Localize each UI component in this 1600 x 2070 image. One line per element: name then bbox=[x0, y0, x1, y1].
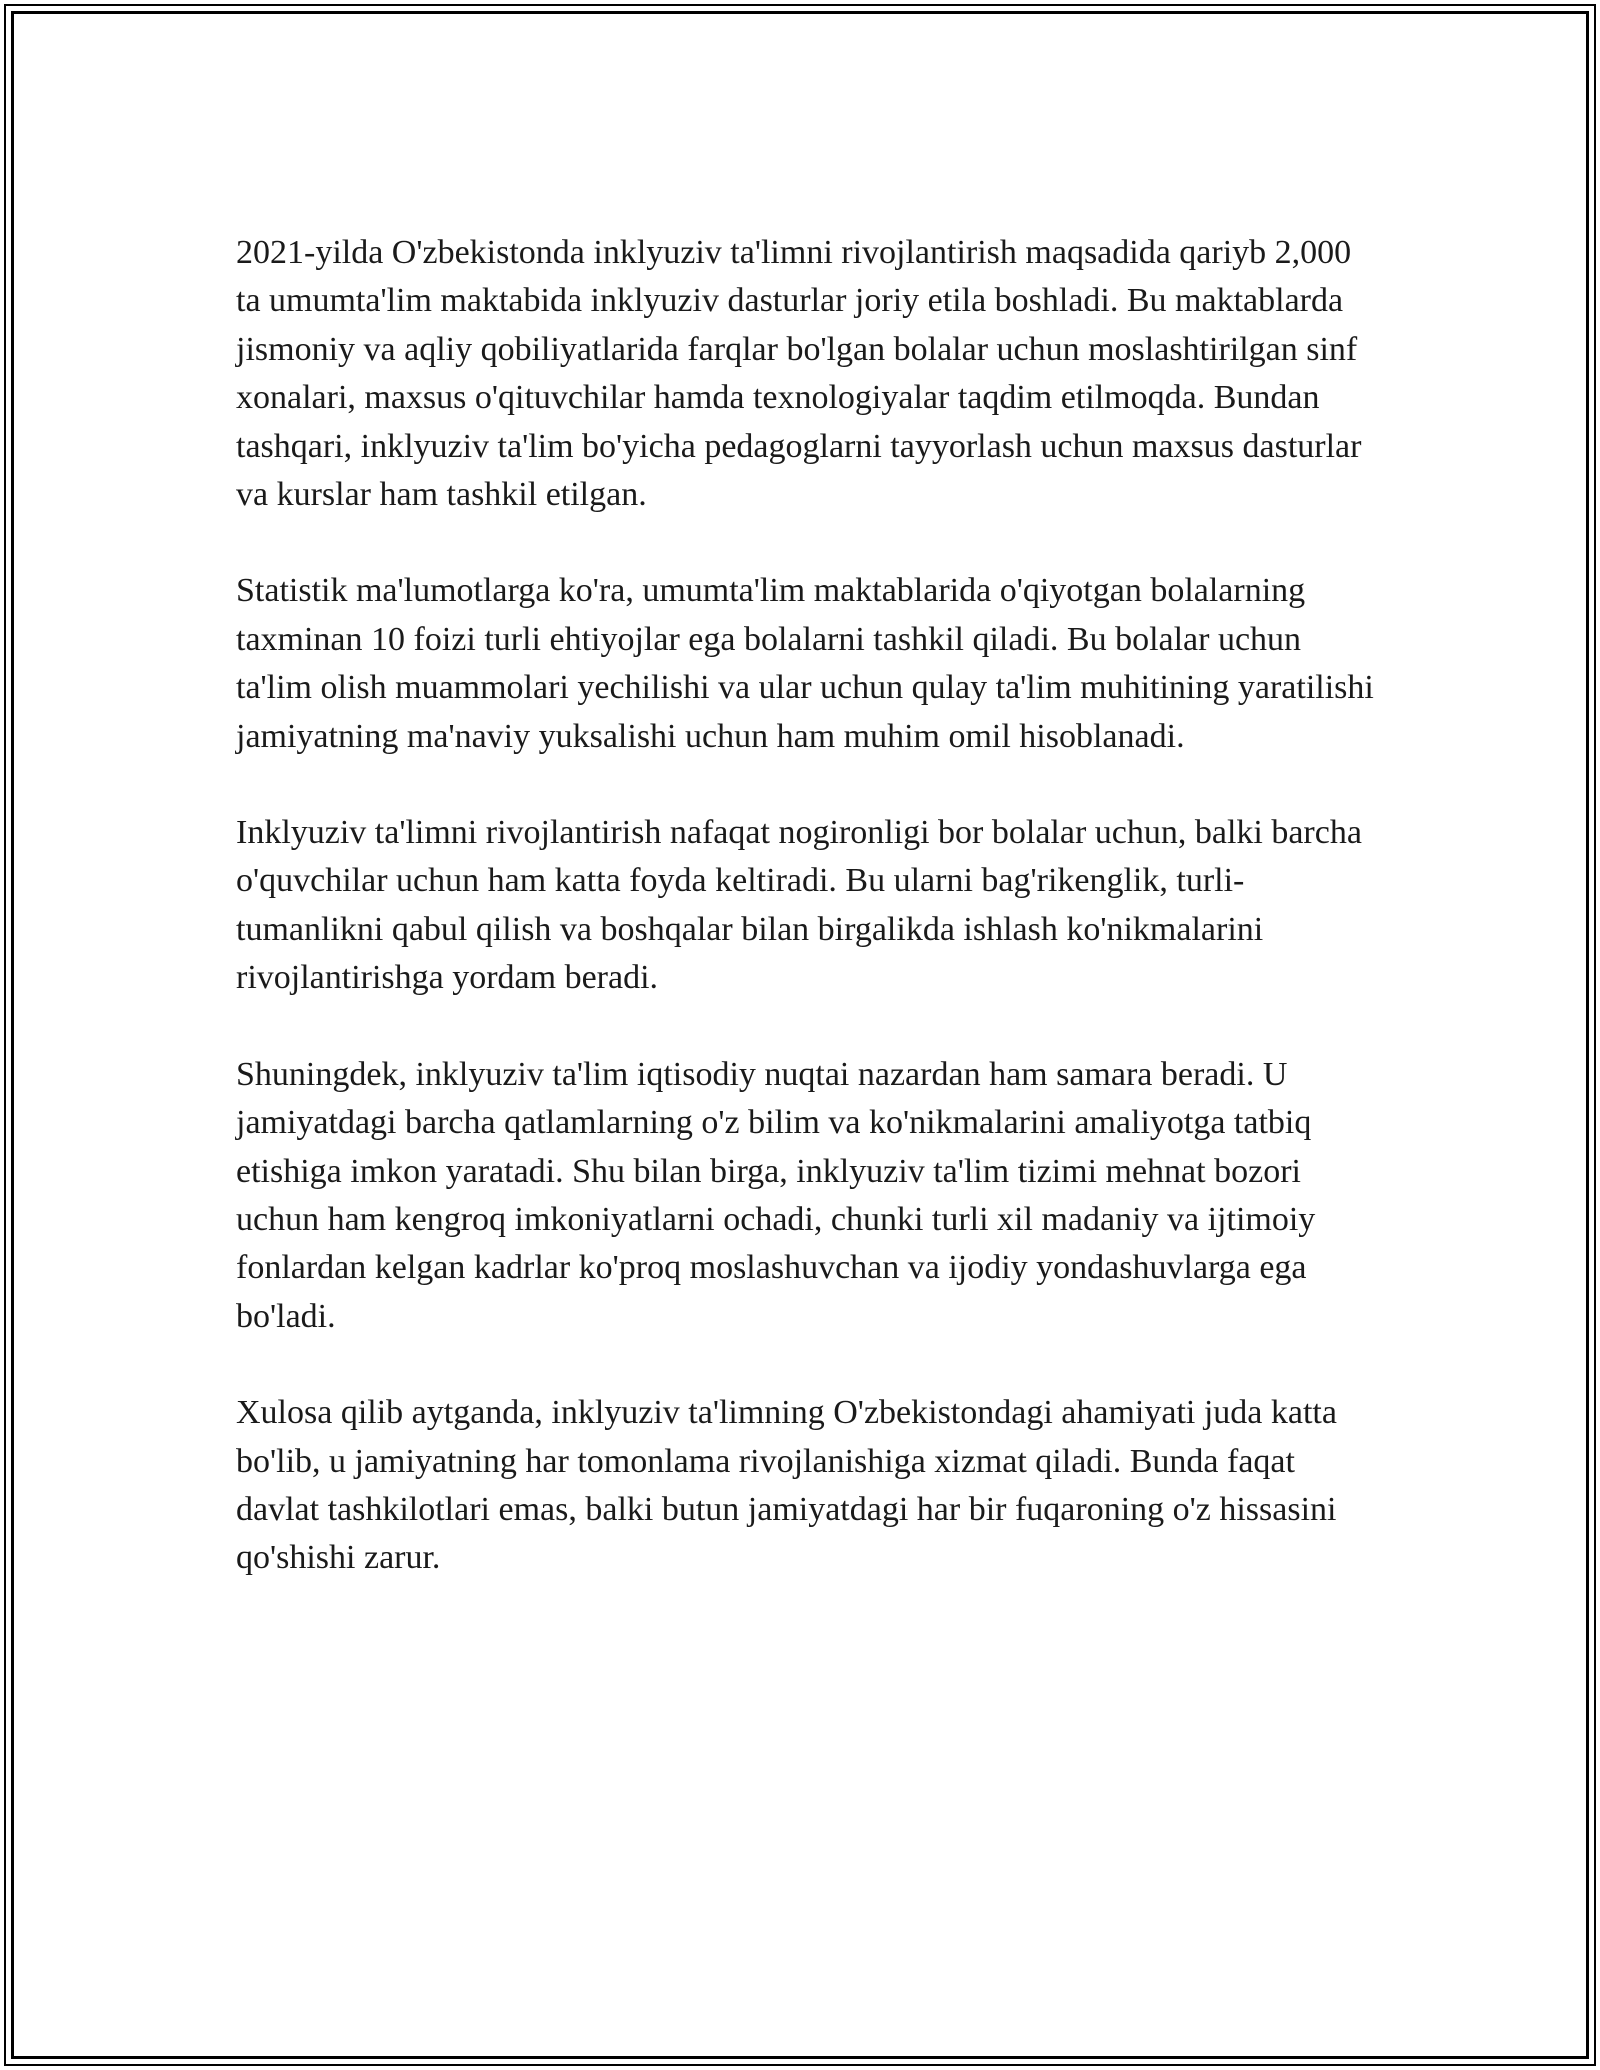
paragraph-1: 2021-yilda O'zbekistonda inklyuziv ta'limni rivojlantirish maqsadida qariyb 2,000 ta umumta'lim maktabida inklyuziv dasturlar joriy etila boshladi. Bu maktablarda jismoniy va aqliy qobiliyatlarida farqlar bo'lgan bolalar uchun moslashtirilgan sinf xonalari, maxsus o'qituvchilar hamda texnologiyalar taqdim etilmoqda. Bundan tashqari, inklyuziv ta'lim bo'yicha pedagoglarni tayyorlash uchun maxsus dasturlar va kurslar ham tashkil etilgan. bbox=[236, 234, 1362, 514]
paragraph-2: Statistik ma'lumotlarga ko'ra, umumta'lim maktablarida o'qiyotgan bolalarning taxminan 10 foizi turli ehtiyojlar ega bolalarni tashkil qiladi. Bu bolalar uchun ta'lim olish muammolari yechilishi va ular uchun qulay ta'lim muhitining yaratilishi jamiyatning ma'naviy yuksalishi uchun ham muhim omil hisoblanadi. bbox=[236, 572, 1374, 755]
paragraph-5: Xulosa qilib aytganda, inklyuziv ta'limning O'zbekistondagi ahamiyati juda katta bo'lib, u jamiyatning har tomonlama rivojlanishiga xizmat qiladi. Bunda faqat davlat tashkilotlari emas, balki butun jamiyatdagi har bir fuqaroning o'z hissasini qo'shishi zarur. bbox=[236, 1394, 1337, 1577]
paragraph-3: Inklyuziv ta'limni rivojlantirish nafaqat nogironligi bor bolalar uchun, balki barcha o'quvchilar uchun ham katta foyda keltiradi. Bu ularni bag'rikenglik, turli-tumanlikni qabul qilish va boshqalar bilan birgalikda ishlash ko'nikmalarini rivojlantirishga yordam beradi. bbox=[236, 814, 1362, 997]
document-body bbox=[236, 229, 1376, 1631]
paragraph-4: Shuningdek, inklyuziv ta'lim iqtisodiy nuqtai nazardan ham samara beradi. U jamiyatdagi barcha qatlamlarning o'z bilim va ko'nikmalarini amaliyotga tatbiq etishiga imkon yaratadi. Shu bilan birga, inklyuziv ta'lim tizimi mehnat bozori uchun ham kengroq imkoniyatlarni ochadi, chunki turli xil madaniy va ijtimoiy fonlardan kelgan kadrlar ko'proq moslashuvchan va ijodiy yondashuvlarga ega bo'ladi. bbox=[236, 1055, 1316, 1335]
